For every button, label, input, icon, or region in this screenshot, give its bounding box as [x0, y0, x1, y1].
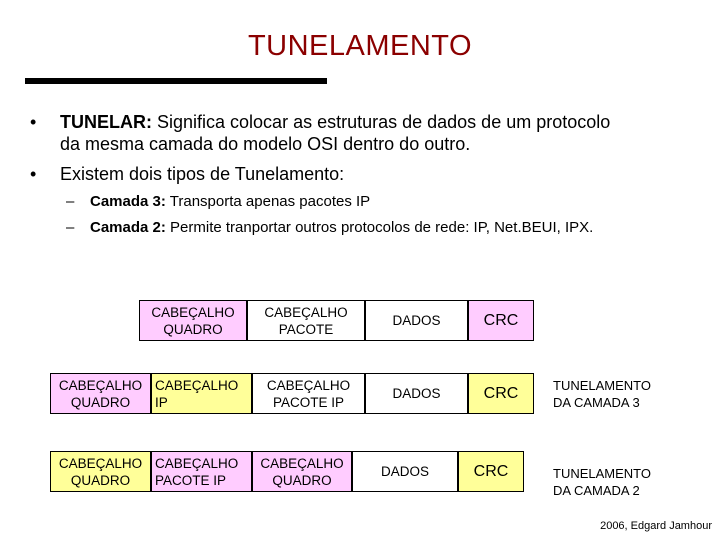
footer-credit: 2006, Edgard Jamhour — [600, 520, 712, 532]
cell-line1: CABEÇALHO — [58, 377, 143, 393]
row3-frame-header — [50, 451, 151, 492]
row1-crc — [468, 300, 534, 341]
cell-line1: CABEÇALHO — [155, 377, 239, 393]
title-underline — [25, 78, 327, 84]
sub-bullet-text — [90, 192, 370, 211]
cell-line1: CABEÇALHO — [151, 304, 235, 320]
cell-line1: CABEÇALHO — [155, 455, 239, 471]
sub-bullet-camada2 — [66, 218, 706, 237]
cell-line1: DADOS — [392, 386, 441, 401]
cell-line2: PACOTE — [278, 321, 334, 337]
bullet-tipos — [30, 163, 710, 185]
bullet-marker: • — [30, 112, 37, 132]
bullet-tunelar — [30, 111, 710, 155]
row2-ip-header — [151, 373, 252, 414]
row1-packet-header — [247, 300, 365, 341]
sub-bullet-keyword: Camada 3: — [90, 193, 166, 210]
bullet-marker: • — [30, 164, 37, 184]
cell-line1: CABEÇALHO — [58, 455, 143, 471]
cell-line2: QUADRO — [70, 472, 131, 488]
sub-bullet-keyword: Camada 2: — [90, 219, 166, 236]
row2-label — [553, 377, 713, 411]
sub-bullet-marker: – — [66, 193, 75, 210]
sub-bullet-desc: Transporta apenas pacotes IP — [165, 193, 371, 210]
cell-line2: QUADRO — [272, 472, 332, 488]
row1-data — [365, 300, 468, 341]
label-line2: DA CAMADA 2 — [553, 483, 640, 498]
sub-bullet-desc: Permite tranportar outros protocolos de rede: IP, Net.BEUI, IPX. — [165, 219, 594, 236]
cell-line1: CABEÇALHO — [260, 455, 344, 471]
row2-frame-header — [50, 373, 151, 414]
row1-frame-header — [139, 300, 247, 341]
row3-label — [553, 465, 713, 499]
row2-crc — [468, 373, 534, 414]
cell-line1: CRC — [473, 463, 509, 480]
row3-crc — [458, 451, 524, 492]
label-line2: DA CAMADA 3 — [553, 395, 640, 410]
bullet-line2: da mesma camada do modelo OSI dentro do outro. — [60, 134, 471, 154]
cell-line2: IP — [155, 394, 168, 410]
label-line1: TUNELAMENTO — [553, 378, 651, 393]
slide-title: TUNELAMENTO — [247, 30, 473, 62]
bullet-line1: Significa colocar as estruturas de dados de um protocolo — [152, 112, 611, 132]
cell-line2: PACOTE IP — [272, 394, 344, 410]
row2-packet-header — [252, 373, 365, 414]
cell-line2: PACOTE IP — [155, 472, 227, 488]
row3-data — [352, 451, 458, 492]
cell-line2: QUADRO — [70, 394, 131, 410]
cell-line1: DADOS — [380, 464, 429, 479]
sub-bullet-marker: – — [66, 219, 75, 236]
row3-packet-ip-header — [151, 451, 252, 492]
cell-line1: CRC — [483, 312, 519, 329]
row2-data — [365, 373, 468, 414]
cell-line1: CABEÇALHO — [266, 377, 351, 393]
label-line1: TUNELAMENTO — [553, 466, 651, 481]
sub-bullet-camada3 — [66, 192, 706, 211]
cell-line1: DADOS — [392, 313, 441, 328]
bullet-text: Existem dois tipos de Tunelamento: — [60, 164, 345, 184]
cell-line1: CABEÇALHO — [264, 304, 348, 320]
bullet-keyword: TUNELAR: — [60, 112, 152, 132]
row3-inner-frame-header — [252, 451, 352, 492]
bullet-text — [60, 111, 610, 133]
sub-bullet-text — [90, 218, 593, 237]
cell-line1: CRC — [483, 385, 519, 402]
cell-line2: QUADRO — [163, 321, 223, 337]
